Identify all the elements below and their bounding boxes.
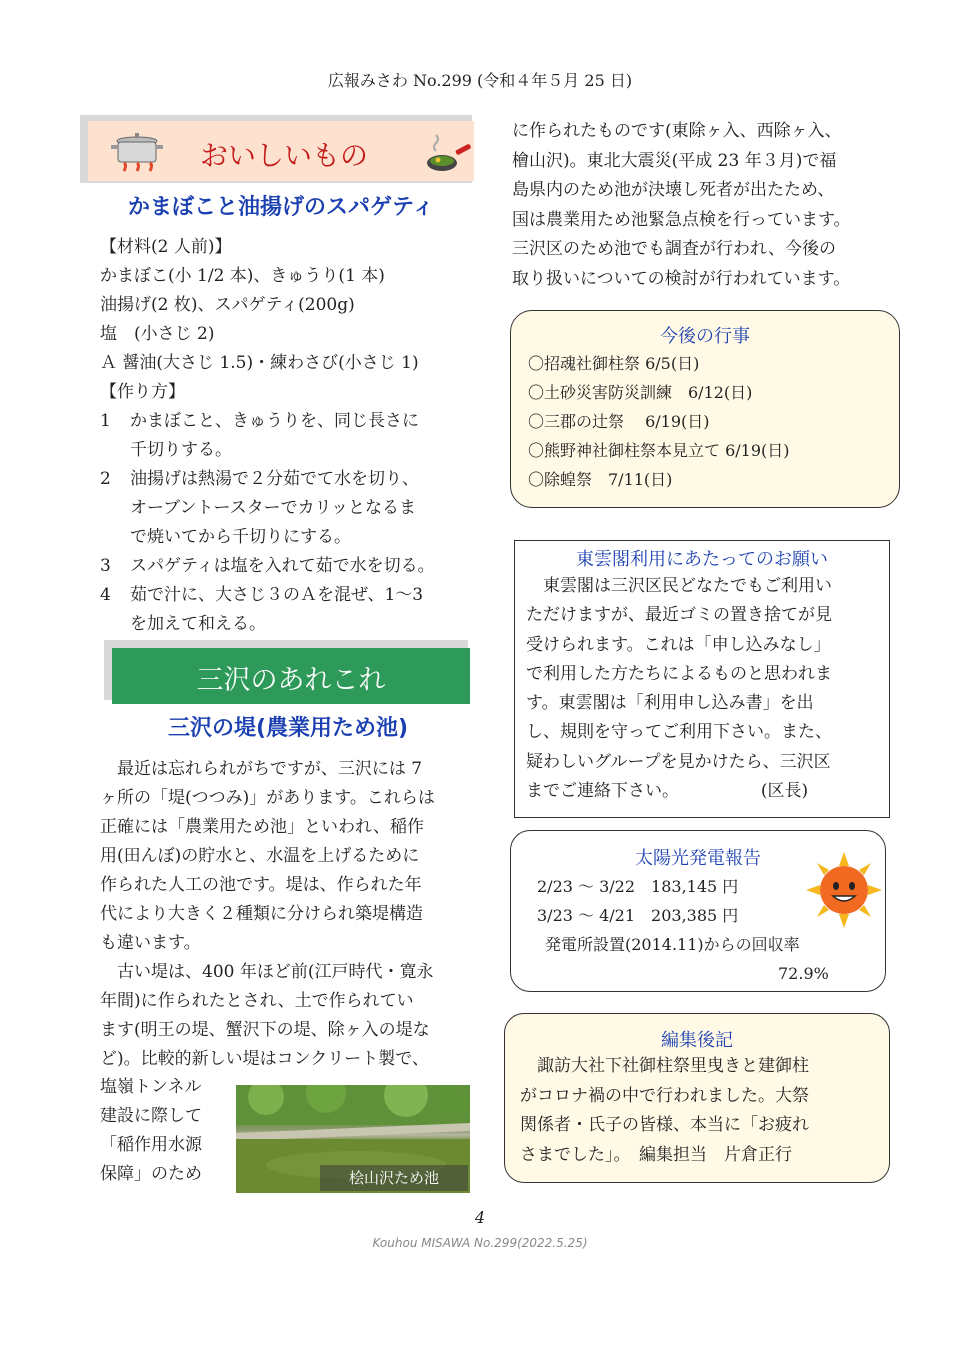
article-continued (512, 117, 912, 294)
article-line: 建設に際して (100, 1106, 202, 1126)
step-number: 3 (100, 556, 111, 576)
solar-title: 太陽光発電報告 (635, 848, 761, 869)
editor-line: 関係者・氏子の皆様、本当に「お疲れ (520, 1115, 809, 1135)
frying-pan-icon (424, 129, 472, 177)
pot-icon (108, 127, 166, 175)
tsutsumi-article (100, 755, 480, 1074)
article-line: 年間)に作られたとされ、土で作られてい (100, 991, 414, 1011)
editor-line: 諏訪大社下社御柱祭里曳きと建御柱 (520, 1056, 809, 1076)
issue-header: 広報みさわ No.299 (令和４年５月 25 日) (327, 71, 633, 90)
notice-line: 疑わしいグループを見かけたら、三沢区 (526, 751, 831, 772)
article-tail (100, 1073, 230, 1189)
article-line: 作られた人工の池です。堤は、作られた年 (100, 875, 422, 895)
solar-row: 2/23 ～ 3/22 183,145 円 (537, 877, 739, 896)
step-line: オーブントースターでカリッとなるま (130, 498, 416, 518)
sun-face-icon (806, 852, 882, 928)
solar-body (537, 872, 829, 988)
article-line: 塩嶺トンネル (100, 1077, 202, 1097)
step-line: 茹で汁に、大さじ３のＡを混ぜ、1～3 (130, 585, 424, 605)
editor-line: さまでした」。 編集担当 片倉正行 (520, 1144, 792, 1165)
notice-line: 東雲閣は三沢区民どなたでもご利用い (526, 576, 832, 596)
article-line: 島県内のため池が決壊し死者が出たため、 (512, 180, 835, 200)
article-line: 国は農業用ため池緊急点検を行っています。 (512, 209, 851, 230)
notice-line: ただけますが、最近ゴミの置き捨てが見 (526, 605, 832, 626)
article-line: ヶ所の「堤(つつみ)」があります。これらは (100, 788, 435, 808)
recipe-banner-title: おいしいもの (200, 139, 369, 172)
article-line: 用(田んぼ)の貯水と、水温を上げるために (100, 846, 420, 866)
recipe-line: 【材料(2 人前)】 (100, 237, 232, 257)
notice-line: で利用した方たちによるものと思われま (526, 663, 832, 684)
recipe-line: 塩 (小さじ 2) (100, 324, 215, 344)
step-number: 1 (100, 411, 111, 431)
step-number: 2 (100, 469, 111, 489)
step-line: スパゲティは塩を入れて茹で水を切る。 (130, 556, 435, 576)
step-line: 油揚げは熱湯で２分茹でて水を切り、 (130, 469, 419, 489)
article-line: 代により大きく２種類に分けられ築堤構造 (100, 904, 423, 924)
event-item: 〇除蝗祭 7/11(日) (528, 470, 673, 489)
step-line: で焼いてから千切りにする。 (130, 527, 351, 547)
article-line: 保障」のため (100, 1164, 202, 1184)
editor-line: がコロナ禍の中で行われました。大祭 (520, 1085, 809, 1106)
notice-line: までご連絡下さい。 (区長) (526, 781, 809, 802)
tsutsumi-title: 三沢の堤(農業用ため池) (168, 716, 409, 741)
article-line: ます(明王の堤、蟹沢下の堤、除ヶ入の堤な (100, 1020, 430, 1040)
editor-body (520, 1052, 880, 1170)
recovery-value: 72.9% (778, 964, 829, 983)
step-number: 4 (100, 585, 111, 605)
tounkaku-body (526, 572, 880, 806)
recipe-line: 油揚げ(2 枚)、スパゲティ(200g) (100, 295, 355, 315)
recipe-step (100, 581, 480, 639)
recipe-line: かまぼこ(小 1/2 本)、きゅうり(1 本) (100, 266, 385, 286)
recipe-step (100, 552, 480, 581)
article-line: に作られたものです(東除ヶ入、西除ヶ入、 (512, 121, 842, 141)
article-line: 正確には「農業用ため池」といわれ、稲作 (100, 817, 425, 837)
photo-caption: 桧山沢ため池 (320, 1165, 468, 1191)
recipe-step (100, 407, 480, 465)
recipe-line: Ａ 醤油(大さじ 1.5)・練わさび(小さじ 1) (100, 353, 419, 373)
footer: Kouhou MISAWA No.299(2022.5.25) (372, 1236, 588, 1250)
recipe-title: かまぼこと油揚げのスパゲティ (128, 195, 435, 220)
editor-title: 編集後記 (661, 1030, 733, 1051)
event-item: 〇三郡の辻祭 6/19(日) (528, 412, 710, 431)
article-line: 最近は忘れられがちですが、三沢には 7 (100, 759, 423, 779)
article-line: も違います。 (100, 933, 201, 953)
event-item: 〇招魂社御柱祭 6/5(日) (528, 354, 700, 373)
notice-line: し、規則を守ってご利用下さい。また、 (526, 722, 832, 743)
event-item: 〇土砂災害防災訓練 6/12(日) (528, 383, 753, 402)
tounkaku-title: 東雲閣利用にあたってのお願い (576, 549, 828, 570)
events-list (528, 349, 790, 494)
step-line: 千切りする。 (130, 440, 232, 460)
solar-row: 3/23 ～ 4/21 203,385 円 (537, 906, 739, 925)
recipe-body (100, 233, 480, 639)
article-line: 古い堤は、400 年ほど前(江戸時代・寛永 (100, 962, 434, 982)
article-line: 取り扱いについての検討が行われています。 (512, 268, 851, 289)
misawa-banner-title: 三沢のあれこれ (196, 665, 386, 696)
step-line: を加えて和える。 (130, 614, 266, 634)
page-number: 4 (474, 1208, 486, 1227)
article-line: 檜山沢)。東北大震災(平成 23 年３月)で福 (512, 150, 837, 171)
recipe-line: 【作り方】 (100, 382, 185, 402)
notice-line: す。東雲閣は「利用申し込み書」を出 (526, 693, 814, 714)
notice-line: 受けられます。これは「申し込みなし」 (526, 634, 831, 655)
recovery-label: 発電所設置(2014.11)からの回収率 (545, 935, 800, 954)
events-title: 今後の行事 (660, 326, 750, 347)
recipe-step (100, 465, 480, 552)
article-line: 「稲作用水源 (100, 1135, 202, 1155)
event-item: 〇熊野神社御柱祭本見立て 6/19(日) (528, 441, 790, 460)
article-line: 三沢区のため池でも調査が行われ、今後の (512, 239, 837, 259)
step-line: かまぼこと、きゅうりを、同じ長さに (130, 411, 419, 431)
article-line: ど)。比較的新しい堤はコンクリート製で、 (100, 1049, 429, 1069)
